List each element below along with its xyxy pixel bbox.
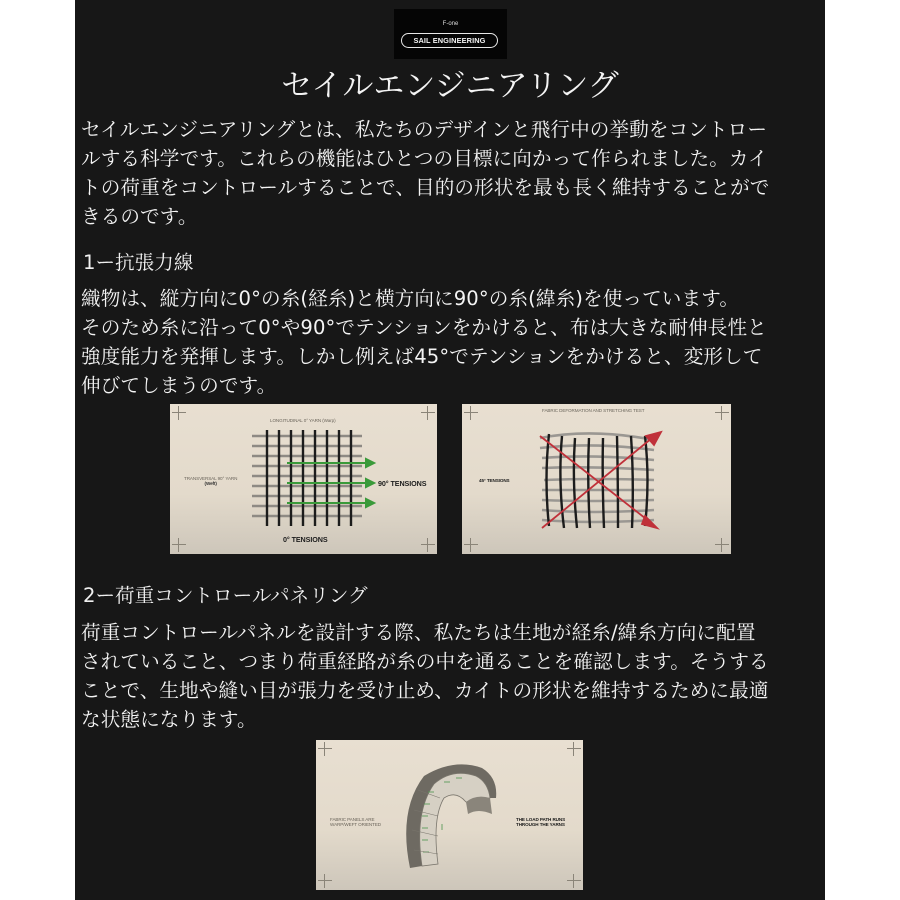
kite-icon <box>316 740 583 890</box>
text-line: 強度能力を発揮します。しかし例えば45°でテンションをかけると、変形して <box>81 345 763 368</box>
content-panel <box>75 0 825 900</box>
fabric-deformation-diagram <box>462 404 731 554</box>
brand-logo <box>394 9 507 59</box>
load-path-label: THE LOAD PATH RUNS THROUGH THE YARNS <box>516 817 566 827</box>
text-line: 荷重コントロールパネルを設計する際、私たちは生地が経糸/緯糸方向に配置 <box>81 621 756 644</box>
text-line: な状態になります。 <box>81 708 257 731</box>
text-line: トの荷重をコントロールすることで、目的の形状を最も長く維持することがで <box>81 176 770 199</box>
text-line: きるのです。 <box>81 205 198 228</box>
ninety-degree-tension-label: 90° TENSIONS <box>378 479 427 488</box>
forty-five-degree-tension-label: 45° TENSIONS <box>479 478 510 483</box>
brand-name: F-one <box>442 21 459 27</box>
zero-degree-tension-label: 0° TENSIONS <box>283 535 328 544</box>
section-1-paragraph <box>81 284 823 400</box>
panels-oriented-label: FABRIC PANELS ARE WARP/WEFT ORIENTED <box>330 817 382 827</box>
sail-engineering-badge: SAIL ENGINEERING <box>401 33 498 48</box>
intro-paragraph <box>81 115 823 231</box>
text-line: 織物は、縦方向に0°の糸(経糸)と横方向に90°の糸(緯糸)を使っています。 <box>81 287 740 310</box>
section-2-paragraph <box>81 618 823 734</box>
text-line: ルする科学です。これらの機能はひとつの目標に向かって作られました。カイ <box>81 147 768 170</box>
page-title: セイルエンジニアリング <box>281 68 619 104</box>
section-1-heading: 1ー抗張力線 <box>83 251 194 274</box>
warp-weft-tension-diagram <box>170 404 437 554</box>
text-line: そのため糸に沿って0°や90°でテンションをかけると、布は大きな耐伸長性と <box>81 316 767 339</box>
weft-label: TRANSVERSAL 90° YARN (Weft) <box>184 476 238 486</box>
warp-label: LONGITUDINAL 0° YARN (Warp) <box>270 418 336 423</box>
text-line: されていること、つまり荷重経路が糸の中を通ることを確認します。そうする <box>81 650 769 673</box>
text-line: セイルエンジニアリングとは、私たちのデザインと飛行中の挙動をコントロー <box>81 118 768 141</box>
text-line: ことで、生地や縫い目が張力を受け止め、カイトの形状を維持するために最適 <box>81 679 769 702</box>
deformation-test-label: FABRIC DEFORMATION AND STRETCHING TEST <box>542 408 645 413</box>
text-line: 伸びてしまうのです。 <box>81 374 277 397</box>
kite-panel-diagram <box>316 740 583 890</box>
section-2-heading: 2ー荷重コントロールパネリング <box>83 584 368 607</box>
